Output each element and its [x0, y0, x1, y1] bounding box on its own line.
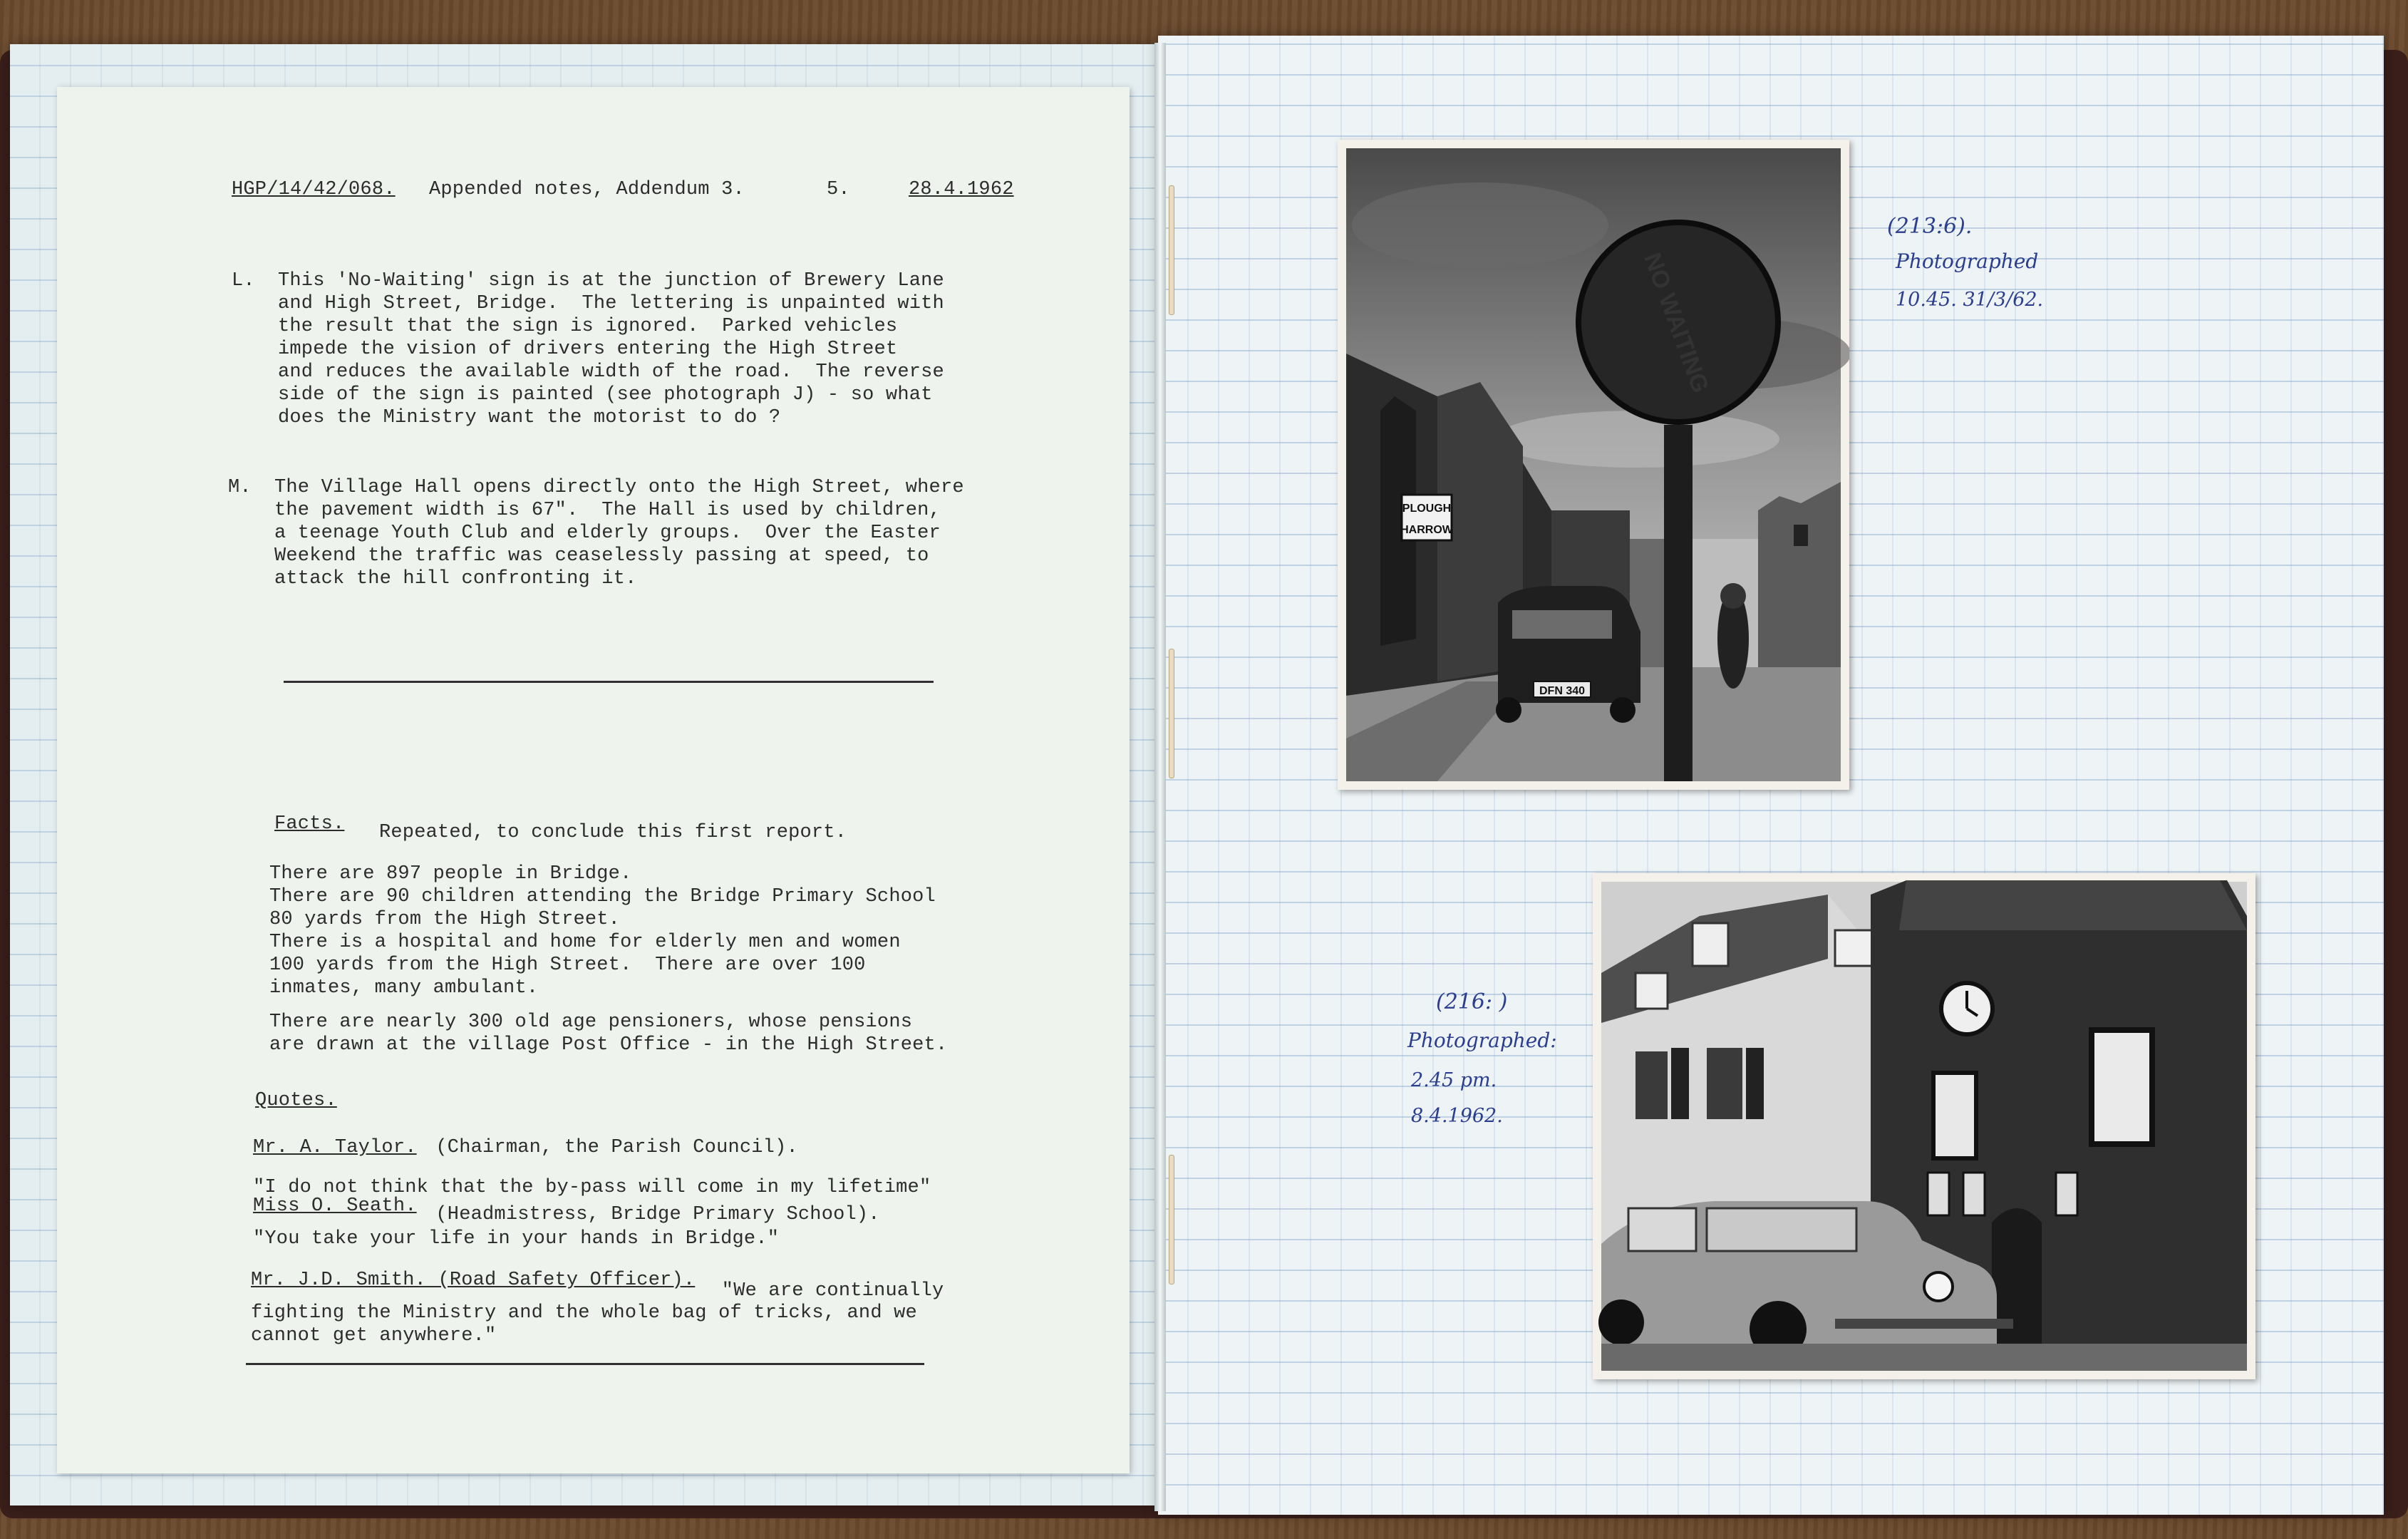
facts-line: There are 90 children attending the Bridge Primary School: [269, 886, 936, 907]
divider-line: [246, 1363, 924, 1365]
quote-speaker: Miss O. Seath.: [253, 1195, 417, 1217]
note-date: 10.45. 31/3/62.: [1896, 289, 2044, 311]
quote-speaker: Mr. A. Taylor.: [253, 1137, 417, 1158]
item-l-line: the result that the sign is ignored. Parked vehicles: [278, 316, 898, 337]
item-l-line: and High Street, Bridge. The lettering is unpainted with: [278, 293, 944, 314]
item-m-line: The Village Hall opens directly onto the High Street, where: [274, 477, 964, 498]
facts-line: There is a hospital and home for elderly men and women: [269, 932, 901, 953]
facts-heading: Facts.: [274, 813, 345, 835]
facts-line: There are 897 people in Bridge.: [269, 863, 632, 885]
photo-village-hall: [1593, 873, 2255, 1379]
photo-no-waiting-sign: [1338, 140, 1849, 790]
quote-text: "We are continually: [698, 1280, 944, 1302]
note-text: Photographed:: [1407, 1029, 1557, 1052]
note-text: Photographed: [1896, 249, 2039, 273]
binding-stitch: [1169, 1155, 1174, 1285]
header-page: 5.: [827, 179, 850, 200]
quote-speaker: Mr. J.D. Smith. (Road Safety Officer).: [251, 1270, 696, 1291]
binding-stitch: [1169, 185, 1174, 315]
item-letter: M.: [228, 477, 252, 498]
item-l-line: This 'No-Waiting' sign is at the junction of Brewery Lane: [278, 270, 944, 292]
note-ref: (213:6).: [1887, 214, 1973, 239]
item-letter: L.: [232, 270, 255, 292]
item-m-line: attack the hill confronting it.: [274, 568, 637, 590]
licence-plate: DFN 340: [1539, 685, 1586, 697]
facts-line: 80 yards from the High Street.: [269, 909, 621, 930]
item-l-line: impede the vision of drivers entering the High Street: [278, 339, 898, 360]
quote-text: "You take your life in your hands in Bridge.": [253, 1228, 780, 1250]
item-m-line: Weekend the traffic was ceaselessly passing at speed, to: [274, 545, 929, 567]
note-date: 8.4.1962.: [1411, 1105, 1503, 1127]
item-m-line: the pavement width is 67". The Hall is used by children,: [274, 500, 941, 521]
no-waiting-sign-text: NO WAITING: [1638, 249, 1715, 397]
pub-sign-text: PLOUGH: [1402, 503, 1452, 515]
quote-text: fighting the Ministry and the whole bag of tricks, and we: [251, 1302, 917, 1324]
item-m-line: a teenage Youth Club and elderly groups. Over the Easter: [274, 523, 941, 544]
item-l-line: and reduces the available width of the road. The reverse: [278, 361, 944, 383]
facts-line: There are nearly 300 old age pensioners, whose pensions: [269, 1012, 913, 1033]
facts-intro: Repeated, to conclude this first report.: [379, 822, 847, 843]
facts-line: 100 yards from the High Street. There are over 100: [269, 954, 866, 976]
facts-line: are drawn at the village Post Office - in the High Street.: [269, 1034, 948, 1056]
item-l-line: side of the sign is painted (see photograph J) - so what: [278, 384, 933, 406]
binding-stitch: [1169, 649, 1174, 778]
quote-text: cannot get anywhere.": [251, 1325, 497, 1347]
item-l-line: does the Ministry want the motorist to do ?: [278, 407, 781, 428]
divider-line: [284, 681, 934, 683]
header-title: Appended notes, Addendum 3.: [429, 179, 745, 200]
note-time: 2.45 pm.: [1411, 1069, 1497, 1091]
quote-speaker-role: (Headmistress, Bridge Primary School).: [424, 1204, 880, 1225]
book-spine: [1154, 43, 1166, 1511]
quotes-heading: Quotes.: [255, 1090, 337, 1111]
quote-text: "I do not think that the by-pass will come in my lifetime": [253, 1177, 931, 1198]
header-ref: HGP/14/42/068.: [232, 179, 396, 200]
quote-speaker-role: (Chairman, the Parish Council).: [424, 1137, 798, 1158]
header-date: 28.4.1962: [909, 179, 1014, 200]
facts-line: inmates, many ambulant.: [269, 977, 539, 999]
note-ref: (216: ): [1436, 989, 1508, 1014]
pub-sign-text: HARROW: [1400, 524, 1453, 536]
